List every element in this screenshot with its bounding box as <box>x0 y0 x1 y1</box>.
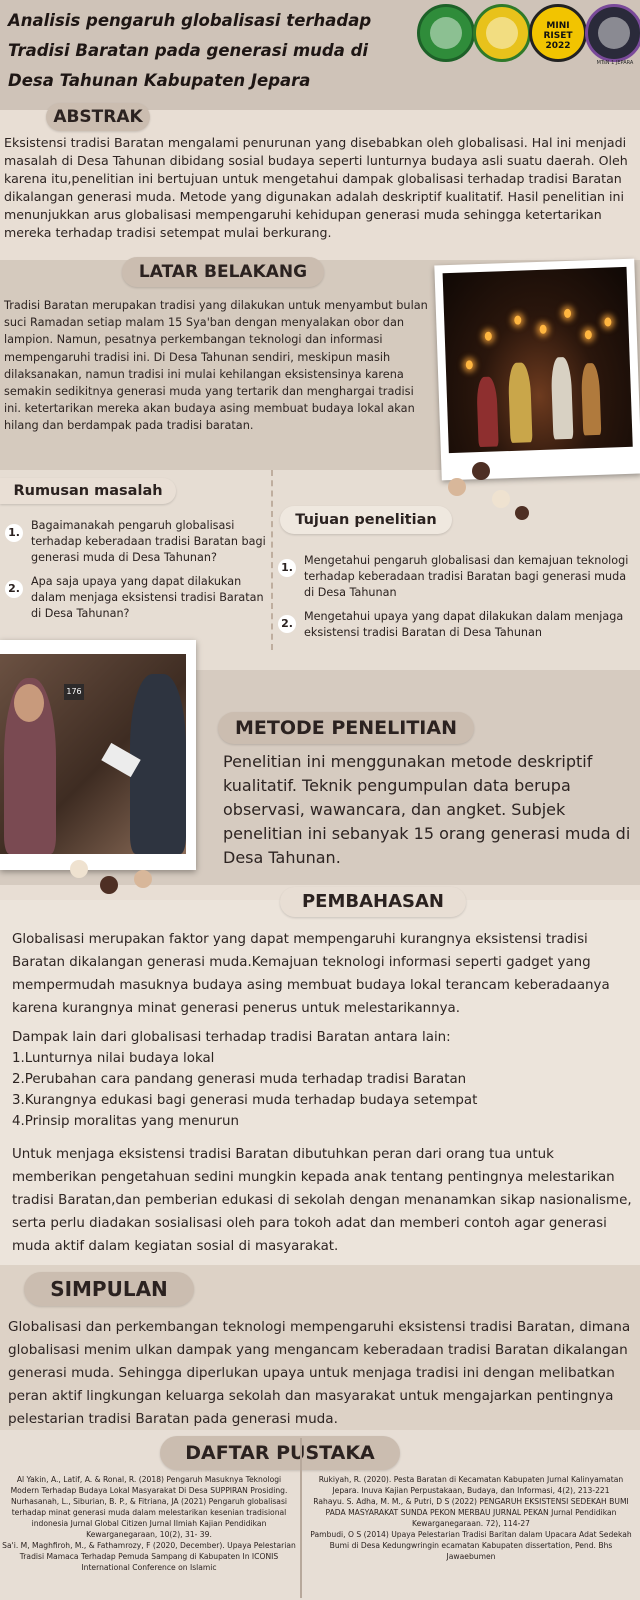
daftar-pustaka-heading: DAFTAR PUSTAKA <box>160 1436 400 1470</box>
logo-row <box>415 4 640 66</box>
title-line: Analisis pengaruh globalisasi terhadap <box>8 11 372 30</box>
flower-decoration <box>448 478 466 496</box>
latar-body: Tradisi Baratan merupakan tradisi yang dilakukan untuk menyambut bulan suci Ramadan setiap malam 15 Sya'ban dengan menyalakan obor dan lampion. Namun, pesatnya perkembangan teknologi dan informasi mempengaruhi tradisi ini. Di Desa Tahunan sendiri, meskipun masih dilaksanakan, namun tradisi ini mulai kehilangan eksistensinya karena semakin sedikitnya generasi muda yang tertarik dan menghargai tradisi ini. ketertarikan mereka akan budaya asing membuat budaya lokal akan hilang dan berdampak pada tradisi baratan. <box>4 299 428 433</box>
list-item-text: Mengetahui upaya yang dapat dilakukan dalam menjaga eksistensi tradisi Baratan di Desa Tahunan <box>304 610 624 639</box>
list-item <box>278 609 634 641</box>
title-line: Tradisi Baratan pada generasi muda di <box>8 41 369 60</box>
list-item: 2.Perubahan cara pandang generasi muda terhadap tradisi Baratan <box>12 1072 467 1087</box>
pembahasan-p2: Untuk menjaga eksistensi tradisi Baratan dibutuhkan peran dari orang tua untuk memberikan pengetahuan sedini mungkin kepada anak tentang pentingnya melestarikan tradisi Baratan,dan pemberian edukasi di sekolah dengan menanamkan sikap nasionalisme, serta perlu diadakan sosialisasi oleh para tokoh adat dan memberi contoh agar generasi muda aktif dalam kegiatan sosial di masyarakat. <box>12 1147 632 1254</box>
abstrak-body: Eksistensi tradisi Baratan mengalami penurunan yang disebabkan oleh globalisasi. Hal ini menjadi masalah di Desa Tahunan dibidang sosial budaya seperti lunturnya budaya asli suatu daerah. Oleh karena itu,penelitian ini bertujuan untuk mengetahui dampak globalisasi terhadap tradisi Baratan dikalangan generasi muda. Metode yang digunakan adalah deskriptif kualitatif. Hasil penelitian ini menunjukkan arus globalisasi mempengaruhi kehidupan generasi muda sehingga ketertarikan mereka terhadap tradisi setempat mulai berkurang. <box>4 135 628 240</box>
madrasah-logo-2 <box>473 4 531 62</box>
mini-riset-2022-logo <box>529 4 587 62</box>
house-number-sign: 176 <box>64 684 84 700</box>
metode-body: Penelitian ini menggunakan metode deskriptif kualitatif. Teknik pengumpulan data berupa observasi, wawancara, dan angket. Subjek penelitian ini sebanyak 15 orang generasi muda di Desa Tahunan. <box>223 752 631 867</box>
rumusan-list <box>5 518 267 630</box>
logo-text: MINI RISET 2022 <box>543 21 573 51</box>
reference-item: Al Yakin, A., Latif, A. & Ronal, R. (2018) Pengaruh Masuknya Teknologi Modern Terhadap Budaya Lokal Masyarakat Di Desa SUPPIRAN Prosiding. <box>10 1475 288 1495</box>
references-right <box>306 1474 636 1562</box>
latar-heading: LATAR BELAKANG <box>122 257 324 287</box>
list-item: 1.Lunturnya nilai budaya lokal <box>12 1051 215 1066</box>
pembahasan-list <box>12 1027 632 1132</box>
list-item-text: Bagaimanakah pengaruh globalisasi terhadap keberadaan tradisi Baratan bagi generasi muda di Desa Tahunan? <box>31 519 266 564</box>
reference-item: Rahayu. S. Adha, M. M., & Putri, D S (2022) PENGARUH EKSISTENSI SEDEKAH BUMI PADA MASYARAKAT SUNDA PEKON MERBAU JURNAL PEKAN Jurnal Pendidikan Kewarganegaraan. 72), 114-27 <box>313 1497 629 1528</box>
list-number: 2. <box>278 615 296 633</box>
flower-decoration <box>70 860 88 878</box>
column-divider <box>271 470 273 650</box>
baratan-photo <box>434 259 640 481</box>
flower-decoration <box>100 876 118 894</box>
title-line: Desa Tahunan Kabupaten Jepara <box>8 71 311 90</box>
reference-item: Nurhasanah, L., Siburian, B. P., & Fitriana, JA (2021) Pengaruh globalisasi terhadap minat generasi muda dalam melestarikan kesenian tradisional indonesia Jurnal Global Citizen Jurnal Ilmiah Kajian Pendidikan Kewarganegaraan, 10(2), 31- 39. <box>10 1497 288 1539</box>
list-number: 2. <box>5 580 23 598</box>
flower-decoration <box>134 870 152 888</box>
list-item: 4.Prinsip moralitas yang menurun <box>12 1114 239 1129</box>
list-item <box>278 553 634 601</box>
list-item <box>5 518 267 566</box>
references-left <box>2 1474 296 1573</box>
tujuan-heading: Tujuan penelitian <box>280 506 452 534</box>
reference-item: Rukiyah, R. (2020). Pesta Baratan di Kecamatan Kabupaten Jurnal Kalinyamatan Jepara. Inuva Kajian Perpustakaan, Budaya, dan Informasi, 4(2), 213-221 <box>318 1475 624 1495</box>
pembahasan-p1: Globalisasi merupakan faktor yang dapat mempengaruhi kurangnya eksistensi tradisi Baratan dikalangan generasi muda.Kemajuan teknologi informasi seperti gadget yang mempermudah masuknya budaya asing membuat budaya lokal terancam keberadaanya karena kurangnya minat generasi penerus untuk melestarikannya. <box>12 932 610 1016</box>
simpulan-heading: SIMPULAN <box>24 1272 194 1306</box>
metode-heading: METODE PENELITIAN <box>218 712 474 744</box>
list-item: 3.Kurangnya edukasi bagi generasi muda terhadap budaya setempat <box>12 1093 478 1108</box>
madrasah-logo-1 <box>417 4 475 62</box>
list-item <box>5 574 267 622</box>
list-number: 1. <box>278 559 296 577</box>
poster-title <box>8 6 403 96</box>
tujuan-list <box>278 553 634 649</box>
simpulan-body: Globalisasi dan perkembangan teknologi mempengaruhi eksistensi tradisi Baratan, dimana globalisasi menim ulkan dampak yang mengancam keberadaan tradisi Baratan dikalangan generasi muda. Sehingga diperlukan upaya untuk menjaga tradisi ini dengan melibatkan peran aktif lingkungan keluarga sekolah dan masyarakat untuk mengajarkan pentingnya pelestarian tradisi Baratan pada generasi muda. <box>8 1319 631 1427</box>
list-item-text: Apa saja upaya yang dapat dilakukan dalam menjaga eksistensi tradisi Baratan di Desa Tahunan? <box>31 575 264 620</box>
flower-decoration <box>515 506 529 520</box>
interview-image <box>0 654 186 854</box>
reference-item: Pambudi, O S (2014) Upaya Pelestarian Tradisi Baritan dalam Upacara Adat Sedekah Bumi di Desa Kedungwringin ecamatan Kabupaten dissertation, Pend. Bhs Jawaebumen <box>310 1530 632 1561</box>
flower-decoration <box>472 462 490 480</box>
pembahasan-heading: PEMBAHASAN <box>280 887 466 917</box>
torch-procession-image <box>443 267 633 453</box>
abstrak-heading: ABSTRAK <box>46 103 150 131</box>
pembahasan-list-intro: Dampak lain dari globalisasi terhadap tradisi Baratan antara lain: <box>12 1030 451 1045</box>
madrasah-literasi-logo <box>585 4 640 62</box>
reference-item: Sa'i. M, Maghfiroh, M., & Fathamrozy, F (2020, December). Upaya Pelestarian Tradisi Mamaca Terhadap Pemuda Sampang di Kabupaten In ICONIS International Conference on Islamic <box>2 1541 296 1572</box>
list-item-text: Mengetahui pengaruh globalisasi dan kemajuan teknologi terhadap keberadaan tradisi Baratan bagi generasi muda di Desa Tahunan <box>304 554 629 599</box>
interview-photo <box>0 640 196 870</box>
flower-decoration <box>492 490 510 508</box>
logo-caption: MTsN 1 JEPARA <box>596 60 634 66</box>
references-divider <box>300 1438 302 1598</box>
list-number: 1. <box>5 524 23 542</box>
rumusan-heading: Rumusan masalah <box>0 478 176 504</box>
